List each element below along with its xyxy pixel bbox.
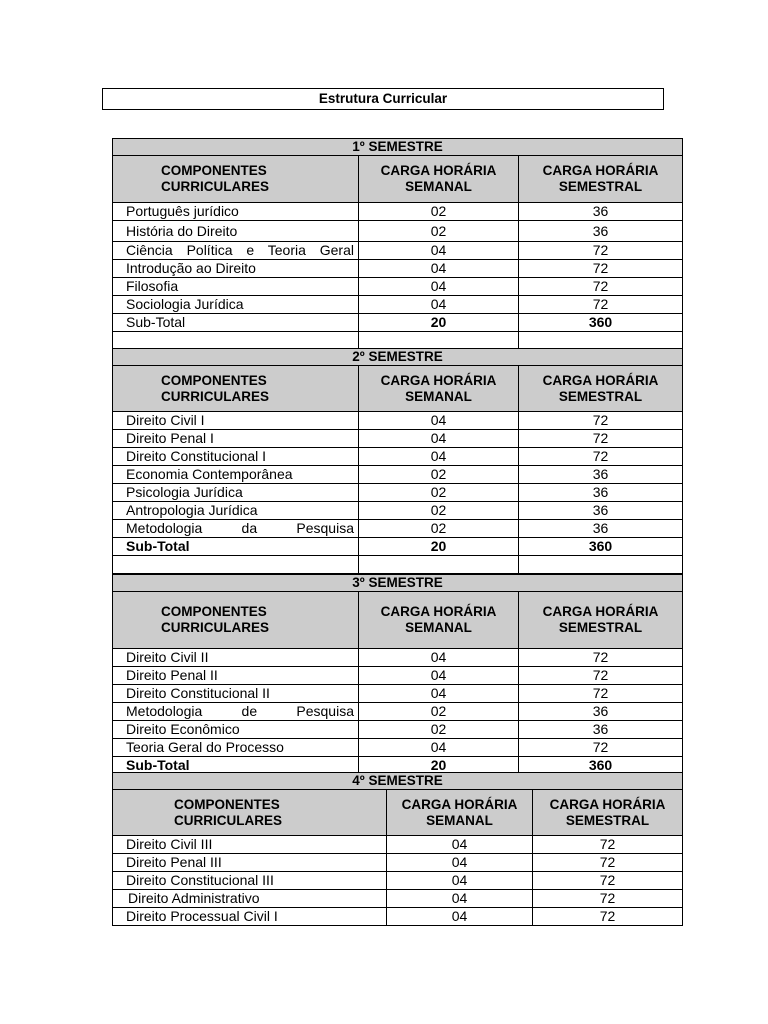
table-row: Direito Constitucional I 04 72 xyxy=(113,448,683,466)
semestral-hours-header: CARGA HORÁRIA SEMESTRAL xyxy=(533,790,683,836)
semestral-hours-header: CARGA HORÁRIA SEMESTRAL xyxy=(519,156,683,203)
table-row: Sociologia Jurídica 04 72 xyxy=(113,296,683,314)
semester-4-table xyxy=(112,772,682,926)
table-row: Psicologia Jurídica 02 36 xyxy=(113,484,683,502)
table-row: Direito Econômico 02 36 xyxy=(113,721,683,739)
table-row: Economia Contemporânea 02 36 xyxy=(113,466,683,484)
weekly-hours-header: CARGA HORÁRIA SEMANAL xyxy=(359,366,519,412)
semester-title: 3º SEMESTRE xyxy=(113,575,683,592)
table-row: Filosofia 04 72 xyxy=(113,278,683,296)
table-row: Introdução ao Direito 04 72 xyxy=(113,260,683,278)
semestral-hours-header: CARGA HORÁRIA SEMESTRAL xyxy=(519,366,683,412)
components-header: COMPONENTES CURRICULARES xyxy=(113,592,359,649)
table-row: Direito Administrativo 04 72 xyxy=(113,890,683,908)
semester-3-table xyxy=(112,574,682,775)
table-row: Antropologia Jurídica 02 36 xyxy=(113,502,683,520)
table-row: Direito Civil II 04 72 xyxy=(113,649,683,667)
subtotal-row: Sub-Total 20 360 xyxy=(113,757,683,775)
components-header: COMPONENTES CURRICULARES xyxy=(113,156,359,203)
table-row: Ciência Política e Teoria Geral 04 72 xyxy=(113,242,683,260)
table-row: Metodologia de Pesquisa 02 36 xyxy=(113,703,683,721)
components-header: COMPONENTES CURRICULARES xyxy=(113,366,359,412)
table-row: Direito Processual Civil I 04 72 xyxy=(113,908,683,926)
table-row: Direito Penal II 04 72 xyxy=(113,667,683,685)
table-row: Português jurídico 02 36 xyxy=(113,203,683,221)
semester-title: 4º SEMESTRE xyxy=(113,773,683,790)
table-row: Direito Penal I 04 72 xyxy=(113,430,683,448)
weekly-hours-header: CARGA HORÁRIA SEMANAL xyxy=(359,592,519,649)
table-row: Direito Civil I 04 72 xyxy=(113,412,683,430)
table-row: Direito Constitucional II 04 72 xyxy=(113,685,683,703)
subtotal-row: Sub-Total 20 360 xyxy=(113,538,683,556)
weekly-hours-header: CARGA HORÁRIA SEMANAL xyxy=(359,156,519,203)
components-header: COMPONENTES CURRICULARES xyxy=(113,790,387,836)
table-row: História do Direito 02 36 xyxy=(113,221,683,242)
table-row: Direito Constitucional III 04 72 xyxy=(113,872,683,890)
blank-row xyxy=(113,332,683,350)
blank-row xyxy=(113,556,683,574)
semester-1-table xyxy=(112,138,682,350)
document-title: Estrutura Curricular xyxy=(102,88,664,110)
table-row: Direito Penal III 04 72 xyxy=(113,854,683,872)
table-row: Teoria Geral do Processo 04 72 xyxy=(113,739,683,757)
table-row: Metodologia da Pesquisa 02 36 xyxy=(113,520,683,538)
semester-2-table xyxy=(112,348,682,574)
semester-title: 1º SEMESTRE xyxy=(113,139,683,156)
weekly-hours-header: CARGA HORÁRIA SEMANAL xyxy=(387,790,533,836)
table-row: Direito Civil III 04 72 xyxy=(113,836,683,854)
semestral-hours-header: CARGA HORÁRIA SEMESTRAL xyxy=(519,592,683,649)
semester-title: 2º SEMESTRE xyxy=(113,349,683,366)
subtotal-row: Sub-Total 20 360 xyxy=(113,314,683,332)
